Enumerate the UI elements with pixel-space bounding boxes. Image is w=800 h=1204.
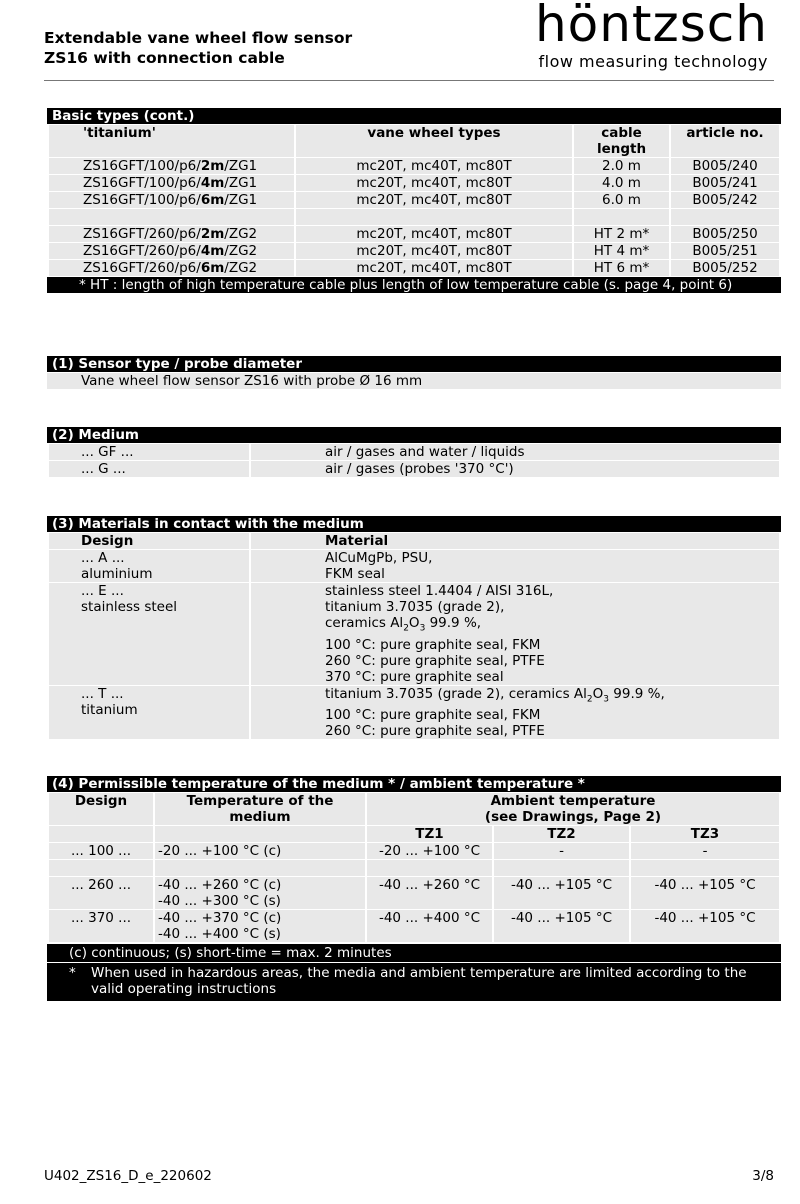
vane-cell: mc20T, mc40T, mc80T — [296, 192, 572, 208]
table-row — [49, 243, 779, 259]
brand-tagline: flow measuring technology — [538, 52, 768, 71]
medium-desc: air / gases and water / liquids — [251, 444, 779, 460]
temperature-note: (c) continuous; (s) short-time = max. 2 minutes — [47, 944, 781, 962]
type-cell: ZS16GFT/260/p6/6m/ZG2 — [49, 260, 294, 276]
cable-cell: 4.0 m — [574, 175, 669, 191]
medium-temp-cell: -40 ... +260 °C (c) -40 ... +300 °C (s) — [155, 877, 365, 909]
article-cell: B005/251 — [671, 243, 779, 259]
design-cell: ... 260 ... — [49, 877, 153, 909]
tz2-cell: -40 ... +105 °C — [494, 877, 629, 909]
type-cell: ZS16GFT/100/p6/6m/ZG1 — [49, 192, 294, 208]
spacer-row — [49, 209, 779, 225]
hazardous-note: * When used in hazardous areas, the media and ambient temperature are limited according to the valid operating instructions — [47, 963, 781, 1001]
table-row — [49, 686, 779, 740]
col-header-article: article no. — [671, 125, 779, 157]
basic-types-section — [47, 108, 781, 293]
page-number: 3/8 — [752, 1168, 774, 1184]
table-row — [49, 550, 779, 582]
table-header-row — [49, 793, 779, 825]
col-header-vane: vane wheel types — [296, 125, 572, 157]
medium-code: ... GF ... — [49, 444, 249, 460]
medium-section — [47, 427, 781, 478]
vane-cell: mc20T, mc40T, mc80T — [296, 243, 572, 259]
table-row — [49, 260, 779, 276]
vane-cell: mc20T, mc40T, mc80T — [296, 175, 572, 191]
type-cell: ZS16GFT/260/p6/4m/ZG2 — [49, 243, 294, 259]
brand-logo: höntzsch — [534, 0, 768, 53]
vane-cell: mc20T, mc40T, mc80T — [296, 260, 572, 276]
cable-cell: HT 6 m* — [574, 260, 669, 276]
table-row — [49, 444, 779, 460]
temperature-table — [47, 792, 781, 943]
header-divider — [44, 80, 774, 81]
article-cell: B005/240 — [671, 158, 779, 174]
materials-bar: (3) Materials in contact with the medium — [47, 516, 781, 532]
material-cell: titanium 3.7035 (grade 2), ceramics $Al_2O_3$ 99.9 %, 100 °C: pure graphite seal, FKM 260 °C: pure graphite seal, PTFE — [251, 686, 779, 740]
medium-table — [47, 443, 781, 478]
document-title — [44, 28, 352, 68]
col-header-tz1: TZ1 — [367, 826, 492, 842]
vane-cell: mc20T, mc40T, mc80T — [296, 158, 572, 174]
design-cell: ... E ... stainless steel — [49, 583, 249, 685]
medium-bar: (2) Medium — [47, 427, 781, 443]
table-row — [49, 583, 779, 685]
design-cell: ... 370 ... — [49, 910, 153, 942]
col-header-ambient: Ambient temperature (see Drawings, Page 2) — [367, 793, 779, 825]
tz3-cell: -40 ... +105 °C — [631, 910, 779, 942]
table-header-row — [49, 125, 779, 157]
col-header-medium-temp: Temperature of the medium — [155, 793, 365, 825]
table-row — [49, 175, 779, 191]
medium-code: ... G ... — [49, 461, 249, 477]
materials-section — [47, 516, 781, 740]
article-cell: B005/241 — [671, 175, 779, 191]
col-header-cable: cable length — [574, 125, 669, 157]
document-code: U402_ZS16_D_e_220602 — [44, 1168, 212, 1184]
table-header-row — [49, 533, 779, 549]
tz1-cell: -20 ... +100 °C — [367, 843, 492, 859]
tz1-cell: -40 ... +260 °C — [367, 877, 492, 909]
material-cell: AlCuMgPb, PSU, FKM seal — [251, 550, 779, 582]
table-row — [49, 461, 779, 477]
title-line-1: Extendable vane wheel flow sensor — [44, 29, 353, 47]
design-cell: ... T ... titanium — [49, 686, 249, 740]
temperature-bar: (4) Permissible temperature of the medium * / ambient temperature * — [47, 776, 781, 792]
sensor-type-bar: (1) Sensor type / probe diameter — [47, 356, 781, 372]
table-row — [49, 843, 779, 859]
tz3-cell: -40 ... +105 °C — [631, 877, 779, 909]
table-row — [49, 226, 779, 242]
basic-types-bar: Basic types (cont.) — [47, 108, 781, 124]
design-cell: ... A ... aluminium — [49, 550, 249, 582]
type-cell: ZS16GFT/100/p6/4m/ZG1 — [49, 175, 294, 191]
medium-temp-cell: -20 ... +100 °C (c) — [155, 843, 365, 859]
col-header-design: Design — [49, 793, 153, 825]
article-cell: B005/252 — [671, 260, 779, 276]
cable-cell: HT 2 m* — [574, 226, 669, 242]
col-header-material: Material — [251, 533, 779, 549]
vane-cell: mc20T, mc40T, mc80T — [296, 226, 572, 242]
basic-types-table — [47, 124, 781, 277]
cable-cell: 6.0 m — [574, 192, 669, 208]
tz3-cell: - — [631, 843, 779, 859]
cable-cell: HT 4 m* — [574, 243, 669, 259]
title-line-2: ZS16 with connection cable — [44, 49, 285, 67]
col-header-tz2: TZ2 — [494, 826, 629, 842]
type-cell: ZS16GFT/260/p6/2m/ZG2 — [49, 226, 294, 242]
design-cell: ... 100 ... — [49, 843, 153, 859]
col-header-type: 'titanium' — [49, 125, 294, 157]
tz2-cell: - — [494, 843, 629, 859]
article-cell: B005/250 — [671, 226, 779, 242]
col-header-design: Design — [49, 533, 249, 549]
article-cell: B005/242 — [671, 192, 779, 208]
col-header-tz3: TZ3 — [631, 826, 779, 842]
tz2-cell: -40 ... +105 °C — [494, 910, 629, 942]
table-row — [49, 877, 779, 909]
medium-desc: air / gases (probes '370 °C') — [251, 461, 779, 477]
table-row — [49, 192, 779, 208]
sensor-type-text: Vane wheel flow sensor ZS16 with probe Ø 16 mm — [47, 373, 781, 389]
type-cell: ZS16GFT/100/p6/2m/ZG1 — [49, 158, 294, 174]
table-subheader-row — [49, 826, 779, 842]
cable-cell: 2.0 m — [574, 158, 669, 174]
materials-table — [47, 532, 781, 740]
medium-temp-cell: -40 ... +370 °C (c) -40 ... +400 °C (s) — [155, 910, 365, 942]
ht-footnote: * HT : length of high temperature cable plus length of low temperature cable (s. page 4, point 6) — [47, 277, 781, 293]
spacer-row — [49, 860, 779, 876]
material-cell: stainless steel 1.4404 / AISI 316L, titanium 3.7035 (grade 2), ceramics $Al_2O_3$ 99.9 %, 100 °C: pure graphite seal, FKM 260 °C: pure graphite seal, PTFE 370 °C: pure graphite seal — [251, 583, 779, 685]
table-row — [49, 158, 779, 174]
table-row — [49, 910, 779, 942]
temperature-section — [47, 776, 781, 1001]
sensor-type-section — [47, 356, 781, 389]
tz1-cell: -40 ... +400 °C — [367, 910, 492, 942]
